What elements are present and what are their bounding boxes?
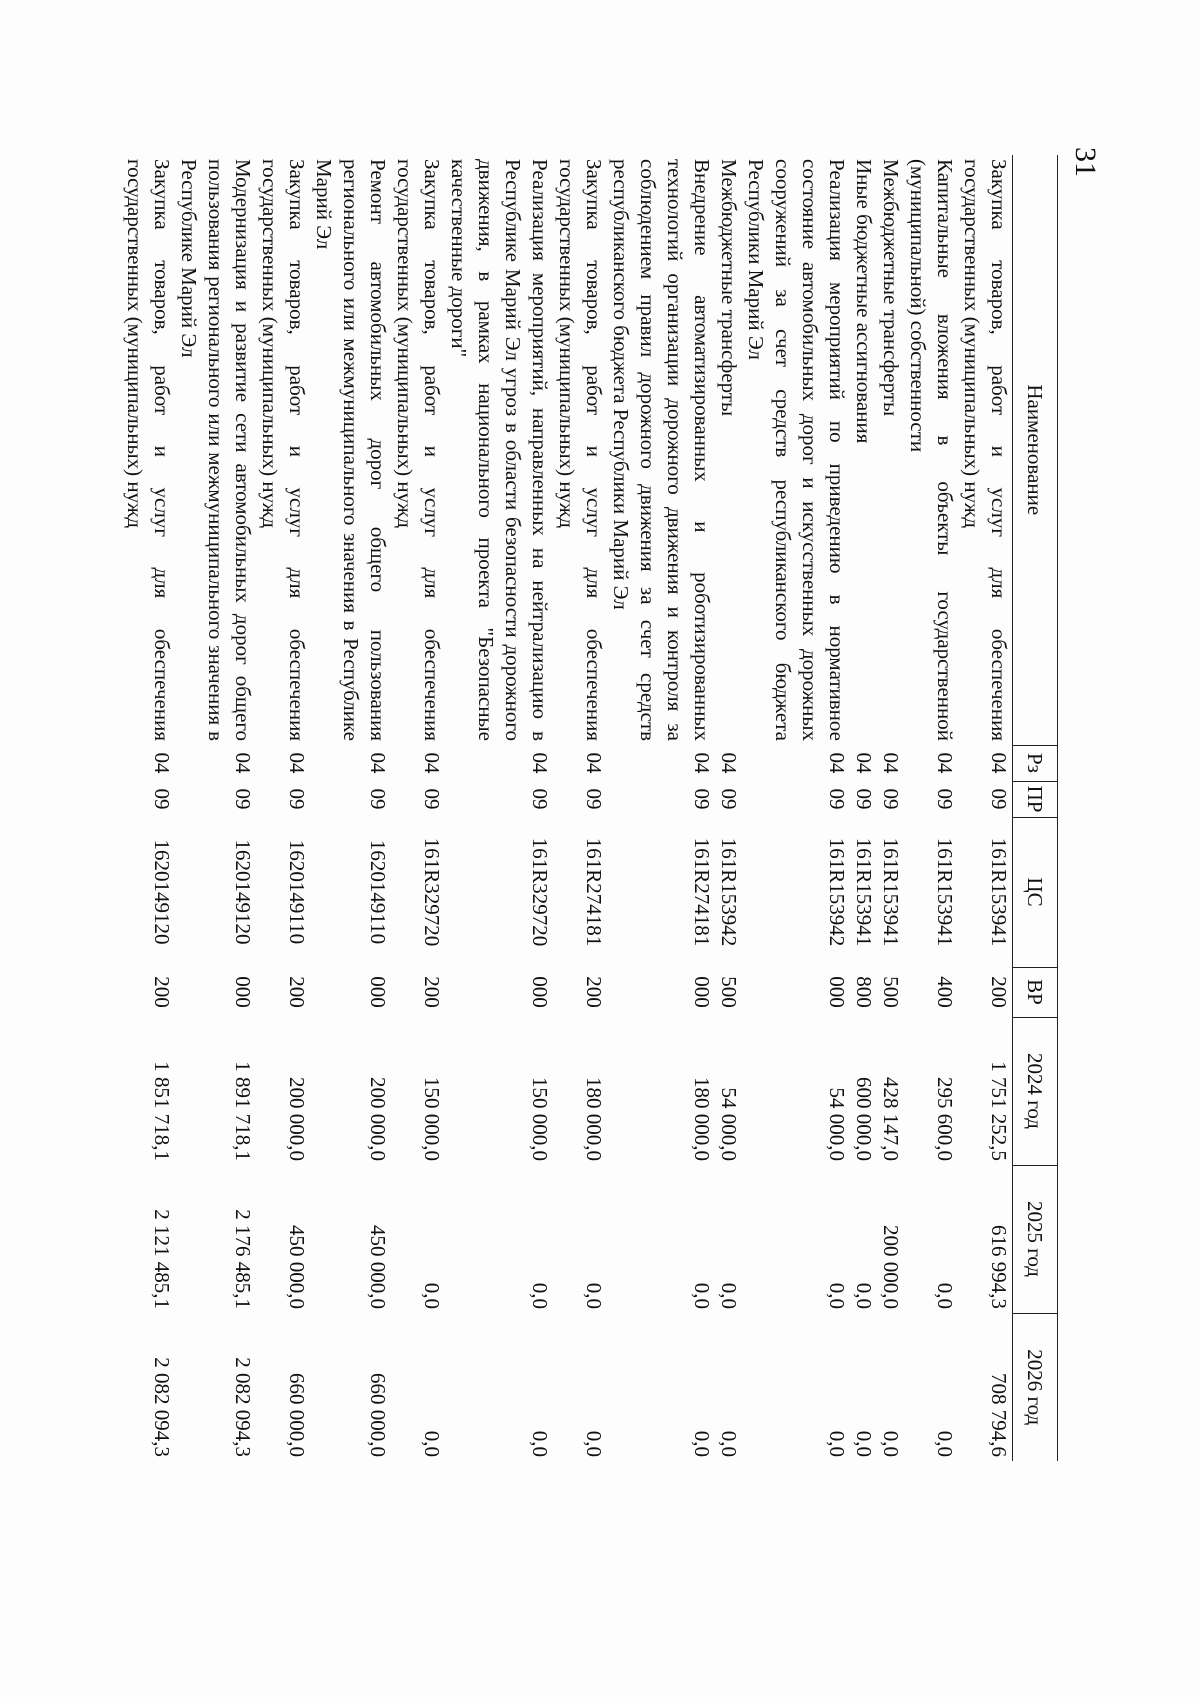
column-header-rz: Рз: [1013, 745, 1058, 781]
amount-2025: [904, 1165, 958, 1313]
amount-2026: [850, 1313, 877, 1461]
amount-2026-value: 0,0: [879, 1430, 903, 1457]
rz-cell-value: 04: [933, 752, 957, 774]
page-number: 31: [1069, 147, 1102, 177]
rz-cell-value: 04: [366, 752, 390, 774]
amount-2026: [715, 1313, 742, 1461]
rz-cell: [121, 745, 175, 781]
row-name: Закупка товаров, работ и услуг для обеспечения государственных (муниципальных) нужд: [258, 159, 309, 741]
pr-cell: [256, 781, 310, 817]
amount-2024: [121, 1017, 175, 1165]
amount-2024-value: 295 600,0: [933, 1077, 957, 1161]
amount-2024-value: 150 000,0: [528, 1077, 552, 1161]
pr-cell: [121, 781, 175, 817]
amount-2024: [715, 1017, 742, 1165]
cs-cell: [715, 817, 742, 967]
rz-cell-value: 04: [420, 752, 444, 774]
cs-cell: [256, 817, 310, 967]
rz-cell-value: 04: [879, 752, 903, 774]
amount-2024: [553, 1017, 607, 1165]
amount-2025-value: 200 000,0: [879, 1225, 903, 1309]
cs-cell-value: 161R153941: [933, 837, 957, 947]
vr-cell-value: 200: [285, 976, 309, 1008]
pr-cell-value: 09: [231, 788, 255, 810]
amount-2026: [391, 1313, 445, 1461]
amount-2024-value: 54 000,0: [825, 1087, 849, 1161]
table-row: [256, 155, 310, 1461]
pr-cell: [715, 781, 742, 817]
pr-cell: [445, 781, 553, 817]
amount-2026-value: 660 000,0: [366, 1373, 390, 1457]
cs-cell: [958, 817, 1013, 967]
rz-cell: [391, 745, 445, 781]
amount-2024: [850, 1017, 877, 1165]
amount-2025: [850, 1165, 877, 1313]
rz-cell: [607, 745, 715, 781]
vr-cell: [175, 967, 256, 1017]
amount-2025: [391, 1165, 445, 1313]
column-header-2024: 2024 год: [1013, 1017, 1058, 1165]
row-name: Закупка товаров, работ и услуг для обеспечения государственных (муниципальных) нужд: [960, 159, 1011, 741]
vr-cell-value: 200: [582, 976, 606, 1008]
rz-cell: [445, 745, 553, 781]
rz-cell-value: 04: [528, 752, 552, 774]
pr-cell: [175, 781, 256, 817]
amount-2026-value: 708 794,6: [987, 1373, 1011, 1457]
table-row: [607, 155, 715, 1461]
amount-2026-value: 0,0: [420, 1430, 444, 1457]
amount-2024-value: 200 000,0: [285, 1077, 309, 1161]
column-header-name: Наименование: [1013, 155, 1058, 745]
amount-2025: [958, 1165, 1013, 1313]
row-name: Закупка товаров, работ и услуг для обеспечения государственных (муниципальных) нужд: [555, 159, 606, 741]
vr-cell-value: 000: [366, 976, 390, 1008]
vr-cell: [553, 967, 607, 1017]
pr-cell: [607, 781, 715, 817]
cs-cell: [553, 817, 607, 967]
cs-cell-value: 161R274181: [690, 837, 714, 947]
pr-cell-value: 09: [717, 788, 741, 810]
table-row: [310, 155, 391, 1461]
vr-cell: [958, 967, 1013, 1017]
cs-cell: [391, 817, 445, 967]
amount-2026: [742, 1313, 850, 1461]
column-header-2025: 2025 год: [1013, 1165, 1058, 1313]
amount-2024-value: 600 000,0: [852, 1077, 876, 1161]
rz-cell: [553, 745, 607, 781]
amount-2025-value: 2 176 485,1: [231, 1209, 255, 1309]
amount-2024: [877, 1017, 904, 1165]
vr-cell: [904, 967, 958, 1017]
amount-2024-value: 54 000,0: [717, 1087, 741, 1161]
row-name: Реализация мероприятий по приведению в нормативное состояние автомобильных дорог и искусственных дорожных сооружений за счет средств республиканского бюджета Республики Марий Эл: [744, 159, 849, 741]
amount-2025-value: 0,0: [717, 1282, 741, 1309]
row-name: Закупка товаров, работ и услуг для обеспечения государственных (муниципальных) нужд: [123, 159, 174, 741]
amount-2025-value: 0,0: [690, 1282, 714, 1309]
cs-cell: [445, 817, 553, 967]
cs-cell-value: 161R153941: [879, 837, 903, 947]
amount-2026: [310, 1313, 391, 1461]
amount-2026-value: 2 082 094,3: [231, 1357, 255, 1457]
amount-2026-value: 0,0: [933, 1430, 957, 1457]
rz-cell-value: 04: [690, 752, 714, 774]
row-name: Модернизация и развитие сети автомобильных дорог общего пользования регионального или межмуниципального значения в Республике Марий Эл: [177, 159, 255, 741]
amount-2026-value: 0,0: [717, 1430, 741, 1457]
pr-cell-value: 09: [366, 788, 390, 810]
vr-cell-value: 200: [150, 976, 174, 1008]
cs-cell: [121, 817, 175, 967]
table-row: [175, 155, 256, 1461]
cs-cell: [742, 817, 850, 967]
amount-2026-value: 2 082 094,3: [150, 1357, 174, 1457]
cs-cell-value: 1620149120: [150, 839, 174, 945]
amount-2024-value: 150 000,0: [420, 1077, 444, 1161]
vr-cell-value: 000: [825, 976, 849, 1008]
vr-cell: [310, 967, 391, 1017]
pr-cell: [904, 781, 958, 817]
cs-cell-value: 161R329720: [528, 837, 552, 947]
amount-2024-value: 428 147,0: [879, 1077, 903, 1161]
amount-2024-value: 1 851 718,1: [150, 1061, 174, 1161]
amount-2024-value: 180 000,0: [690, 1077, 714, 1161]
vr-cell-value: 400: [933, 976, 957, 1008]
amount-2025-value: 0,0: [825, 1282, 849, 1309]
vr-cell: [256, 967, 310, 1017]
cs-cell: [877, 817, 904, 967]
amount-2026-value: 0,0: [690, 1430, 714, 1457]
pr-cell-value: 09: [285, 788, 309, 810]
amount-2026: [904, 1313, 958, 1461]
pr-cell-value: 09: [852, 788, 876, 810]
amount-2024-value: 1 891 718,1: [231, 1061, 255, 1161]
amount-2026: [175, 1313, 256, 1461]
amount-2025: [607, 1165, 715, 1313]
table-row: [391, 155, 445, 1461]
table-row: [958, 155, 1013, 1461]
amount-2025: [175, 1165, 256, 1313]
amount-2026: [958, 1313, 1013, 1461]
amount-2024: [958, 1017, 1013, 1165]
amount-2025: [445, 1165, 553, 1313]
budget-table: [121, 155, 1058, 1461]
amount-2025-value: 2 121 485,1: [150, 1209, 174, 1309]
pr-cell-value: 09: [528, 788, 552, 810]
table-body: [121, 155, 1013, 1461]
pr-cell: [742, 781, 850, 817]
row-name: Межбюджетные трансферты: [717, 159, 741, 417]
amount-2024-value: 180 000,0: [582, 1077, 606, 1161]
rz-cell: [715, 745, 742, 781]
amount-2024: [742, 1017, 850, 1165]
pr-cell-value: 09: [933, 788, 957, 810]
vr-cell-value: 000: [231, 976, 255, 1008]
rz-cell: [310, 745, 391, 781]
amount-2026-value: 0,0: [582, 1430, 606, 1457]
cs-cell: [850, 817, 877, 967]
vr-cell-value: 500: [879, 976, 903, 1008]
rz-cell-value: 04: [987, 752, 1011, 774]
cs-cell-value: 161R329720: [420, 837, 444, 947]
row-name: Иные бюджетные ассигнования: [852, 159, 876, 444]
table-row: [121, 155, 175, 1461]
pr-cell: [391, 781, 445, 817]
amount-2024-value: 1 751 252,5: [987, 1061, 1011, 1161]
table-row: [904, 155, 958, 1461]
row-name: Внедрение автоматизированных и роботизированных технологий организации дорожного движения и контроля за соблюдением правил дорожного движения за счет средств республиканского бюджета Республики Марий Эл: [609, 159, 714, 741]
column-header-vr: ВР: [1013, 967, 1058, 1017]
pr-cell: [877, 781, 904, 817]
rz-cell: [877, 745, 904, 781]
amount-2026: [607, 1313, 715, 1461]
amount-2025: [310, 1165, 391, 1313]
table-row: [850, 155, 877, 1461]
rz-cell-value: 04: [825, 752, 849, 774]
cs-cell-value: 161R274181: [582, 837, 606, 947]
vr-cell: [877, 967, 904, 1017]
column-header-2026: 2026 год: [1013, 1313, 1058, 1461]
amount-2026-value: 660 000,0: [285, 1373, 309, 1457]
cs-cell-value: 1620149110: [366, 839, 390, 945]
amount-2024: [904, 1017, 958, 1165]
pr-cell: [958, 781, 1013, 817]
cs-cell-value: 161R153941: [852, 837, 876, 947]
amount-2024: [256, 1017, 310, 1165]
amount-2026: [121, 1313, 175, 1461]
cs-cell-value: 161R153942: [717, 837, 741, 947]
amount-2025-value: 450 000,0: [285, 1225, 309, 1309]
cs-cell: [904, 817, 958, 967]
cs-cell-value: 161R153941: [987, 837, 1011, 947]
pr-cell: [310, 781, 391, 817]
cs-cell: [175, 817, 256, 967]
amount-2025-value: 0,0: [933, 1282, 957, 1309]
pr-cell: [850, 781, 877, 817]
row-name: Капитальные вложения в объекты государственной (муниципальной) собственности: [906, 159, 957, 741]
amount-2025-value: 450 000,0: [366, 1225, 390, 1309]
row-name: Закупка товаров, работ и услуг для обеспечения государственных (муниципальных) нужд: [393, 159, 444, 741]
vr-cell: [391, 967, 445, 1017]
table-row: [742, 155, 850, 1461]
rz-cell: [175, 745, 256, 781]
amount-2026-value: 0,0: [825, 1430, 849, 1457]
table-row: [877, 155, 904, 1461]
vr-cell: [445, 967, 553, 1017]
row-name: Межбюджетные трансферты: [879, 159, 903, 417]
pr-cell-value: 09: [825, 788, 849, 810]
rz-cell-value: 04: [231, 752, 255, 774]
table-header-row: [1013, 155, 1058, 1461]
amount-2024: [445, 1017, 553, 1165]
vr-cell-value: 000: [690, 976, 714, 1008]
amount-2025: [742, 1165, 850, 1313]
amount-2026: [553, 1313, 607, 1461]
amount-2026: [877, 1313, 904, 1461]
amount-2026: [445, 1313, 553, 1461]
column-header-pr: ПР: [1013, 781, 1058, 817]
amount-2025: [121, 1165, 175, 1313]
vr-cell: [121, 967, 175, 1017]
column-header-cs: ЦС: [1013, 817, 1058, 967]
rz-cell-value: 04: [717, 752, 741, 774]
table-row: [553, 155, 607, 1461]
pr-cell-value: 09: [879, 788, 903, 810]
pr-cell: [553, 781, 607, 817]
amount-2025-value: 616 994,3: [987, 1225, 1011, 1309]
amount-2024: [607, 1017, 715, 1165]
vr-cell: [715, 967, 742, 1017]
rz-cell-value: 04: [852, 752, 876, 774]
rz-cell: [850, 745, 877, 781]
rz-cell: [256, 745, 310, 781]
rz-cell-value: 04: [285, 752, 309, 774]
rz-cell: [958, 745, 1013, 781]
rotated-landscape-content: [123, 55, 1110, 1655]
pr-cell-value: 09: [150, 788, 174, 810]
cs-cell-value: 1620149120: [231, 839, 255, 945]
rz-cell-value: 04: [150, 752, 174, 774]
pr-cell-value: 09: [582, 788, 606, 810]
vr-cell-value: 200: [420, 976, 444, 1008]
vr-cell-value: 000: [528, 976, 552, 1008]
vr-cell-value: 800: [852, 976, 876, 1008]
vr-cell-value: 500: [717, 976, 741, 1008]
rz-cell: [904, 745, 958, 781]
amount-2025-value: 0,0: [852, 1282, 876, 1309]
rz-cell-value: 04: [582, 752, 606, 774]
amount-2025: [553, 1165, 607, 1313]
amount-2025: [715, 1165, 742, 1313]
vr-cell: [607, 967, 715, 1017]
amount-2026: [256, 1313, 310, 1461]
cs-cell-value: 1620149110: [285, 839, 309, 945]
vr-cell-value: 200: [987, 976, 1011, 1008]
cs-cell-value: 161R153942: [825, 837, 849, 947]
amount-2025: [877, 1165, 904, 1313]
amount-2025: [256, 1165, 310, 1313]
table-row: [715, 155, 742, 1461]
pr-cell-value: 09: [690, 788, 714, 810]
row-name: Ремонт автомобильных дорог общего пользования регионального или межмуниципального значения в Республике Марий Эл: [312, 159, 390, 741]
amount-2026-value: 0,0: [852, 1430, 876, 1457]
pr-cell-value: 09: [987, 788, 1011, 810]
amount-2024: [310, 1017, 391, 1165]
row-name: Реализация мероприятий, направленных на нейтрализацию в Республике Марий Эл угроз в области безопасности дорожного движения, в рамках национального проекта "Безопасные качественные дороги": [447, 159, 552, 741]
vr-cell: [850, 967, 877, 1017]
rz-cell: [742, 745, 850, 781]
table-row: [445, 155, 553, 1461]
amount-2025-value: 0,0: [582, 1282, 606, 1309]
amount-2024-value: 200 000,0: [366, 1077, 390, 1161]
amount-2024: [175, 1017, 256, 1165]
amount-2025-value: 0,0: [420, 1282, 444, 1309]
amount-2024: [391, 1017, 445, 1165]
vr-cell: [742, 967, 850, 1017]
pr-cell-value: 09: [420, 788, 444, 810]
amount-2025-value: 0,0: [528, 1282, 552, 1309]
amount-2026-value: 0,0: [528, 1430, 552, 1457]
cs-cell: [310, 817, 391, 967]
cs-cell: [607, 817, 715, 967]
